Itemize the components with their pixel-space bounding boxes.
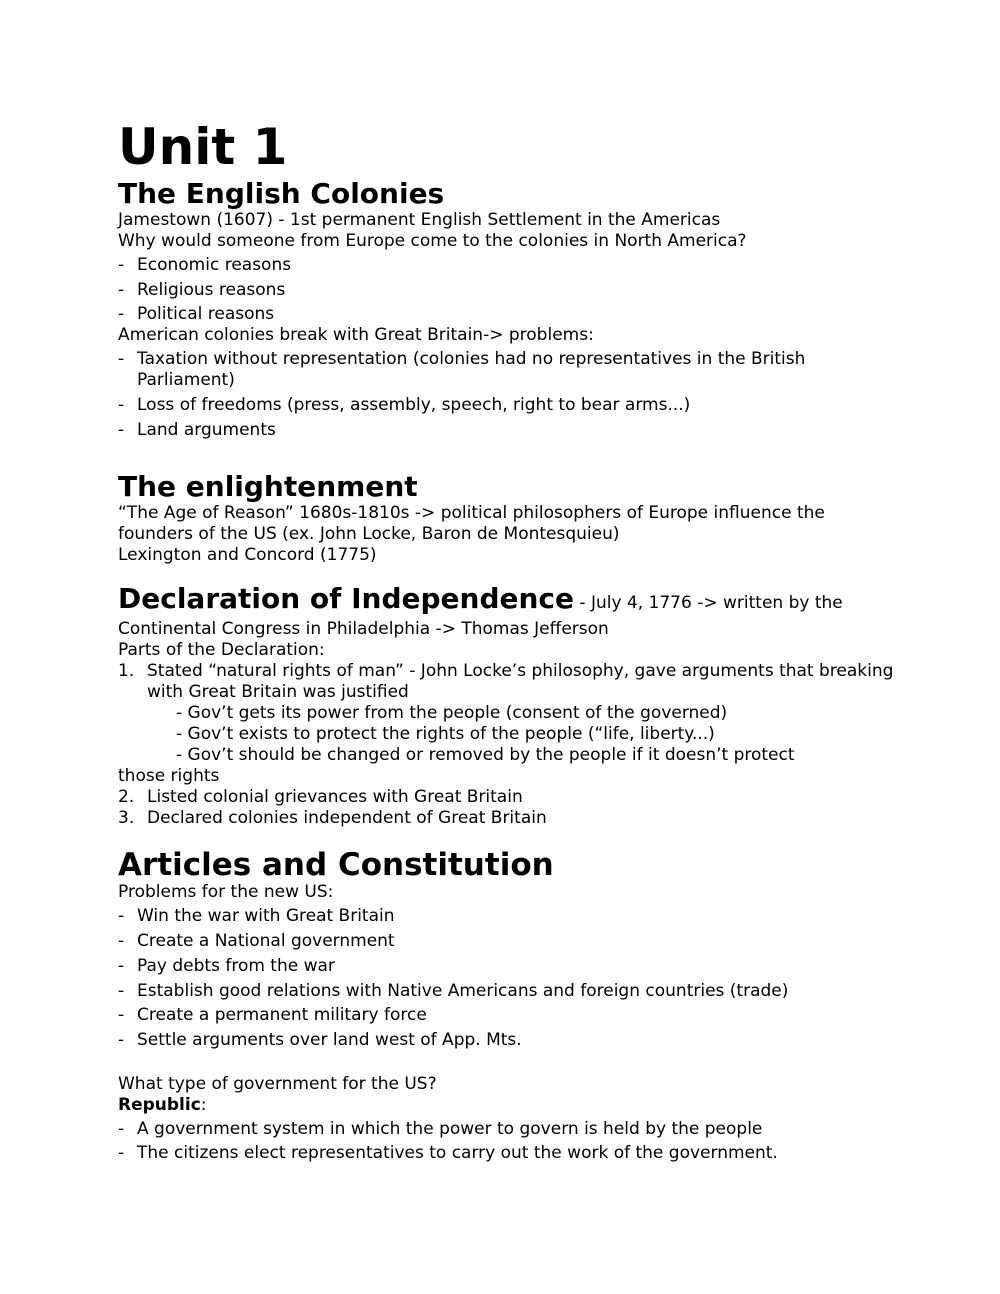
declaration-parts-list-continued [118,787,898,829]
why-question: Why would someone from Europe come to the colonies in North America? [118,231,747,251]
list-item [118,787,898,808]
list-item [118,808,898,829]
age-of-reason-line: “The Age of Reason” 1680s-1810s -> political philosophers of Europe influence the founders of the US (ex. John Locke, Baron de Montesquieu) [118,503,825,545]
list-number: 1. [118,661,135,682]
list-item [118,661,898,703]
republic-label: Republic [118,1094,201,1115]
section-heading-declaration: Declaration of Independence [118,582,574,616]
sub-point-continued: those rights [118,766,220,787]
list-item-text: Stated “natural rights of man” - John Locke’s philosophy, gave arguments that breaking with Great Britain was justified [147,661,894,703]
reasons-list [118,255,898,325]
list-item: - A government system in which the power to govern is held by the people [118,1119,898,1140]
section-heading-enlightenment: The enlightenment [118,470,418,504]
list-item: - Taxation without representation (colonies had no representatives in the British Parliament) [118,349,898,391]
list-item: - Create a National government [118,931,898,952]
list-item: - Loss of freedoms (press, assembly, speech, right to bear arms...) [118,395,898,416]
new-us-problems-list [118,906,898,1050]
republic-label-line [118,1095,898,1116]
lexington-line: Lexington and Concord (1775) [118,545,377,566]
list-item: - Establish good relations with Native Americans and foreign countries (trade) [118,981,898,1002]
list-item: - The citizens elect representatives to carry out the work of the government. [118,1143,898,1164]
list-item: - Land arguments [118,420,898,441]
sub-point: - Gov’t exists to protect the rights of the people (“life, liberty...) [176,724,715,745]
list-item: - Economic reasons [118,255,898,276]
list-item: - Settle arguments over land west of App. Mts. [118,1030,898,1051]
sub-point: - Gov’t should be changed or removed by the people if it doesn’t protect [176,745,795,766]
list-item: - Pay debts from the war [118,956,898,977]
declaration-parts-list [118,661,898,703]
list-item: - Political reasons [118,304,898,325]
section-heading-english-colonies: The English Colonies [118,177,445,210]
parts-label: Parts of the Declaration: [118,640,325,661]
list-item-text: Declared colonies independent of Great Britain [147,808,547,829]
document-page [118,114,898,1168]
list-number: 2. [118,787,135,808]
problems-intro: Problems for the new US: [118,882,334,903]
section-heading-articles: Articles and Constitution [118,847,554,884]
sub-point: - Gov’t gets its power from the people (consent of the governed) [176,703,728,724]
declaration-date-text: - July 4, 1776 -> written by the [574,593,843,614]
problems-list [118,349,898,440]
republic-points-list [118,1119,898,1165]
republic-colon: : [200,1094,207,1115]
list-item: - Create a permanent military force [118,1005,898,1026]
continental-congress-line: Continental Congress in Philadelphia -> Thomas Jefferson [118,619,609,640]
government-question: What type of government for the US? [118,1073,437,1094]
page-title: Unit 1 [118,118,288,176]
jamestown-line: Jamestown (1607) - 1st permanent English Settlement in the Americas [118,210,721,230]
list-item: - Religious reasons [118,280,898,301]
list-item: - Win the war with Great Britain [118,906,898,927]
break-line: American colonies break with Great Britain-> problems: [118,325,594,346]
declaration-heading-line [118,583,898,619]
list-number: 3. [118,808,135,829]
list-item-text: Listed colonial grievances with Great Britain [147,787,523,808]
